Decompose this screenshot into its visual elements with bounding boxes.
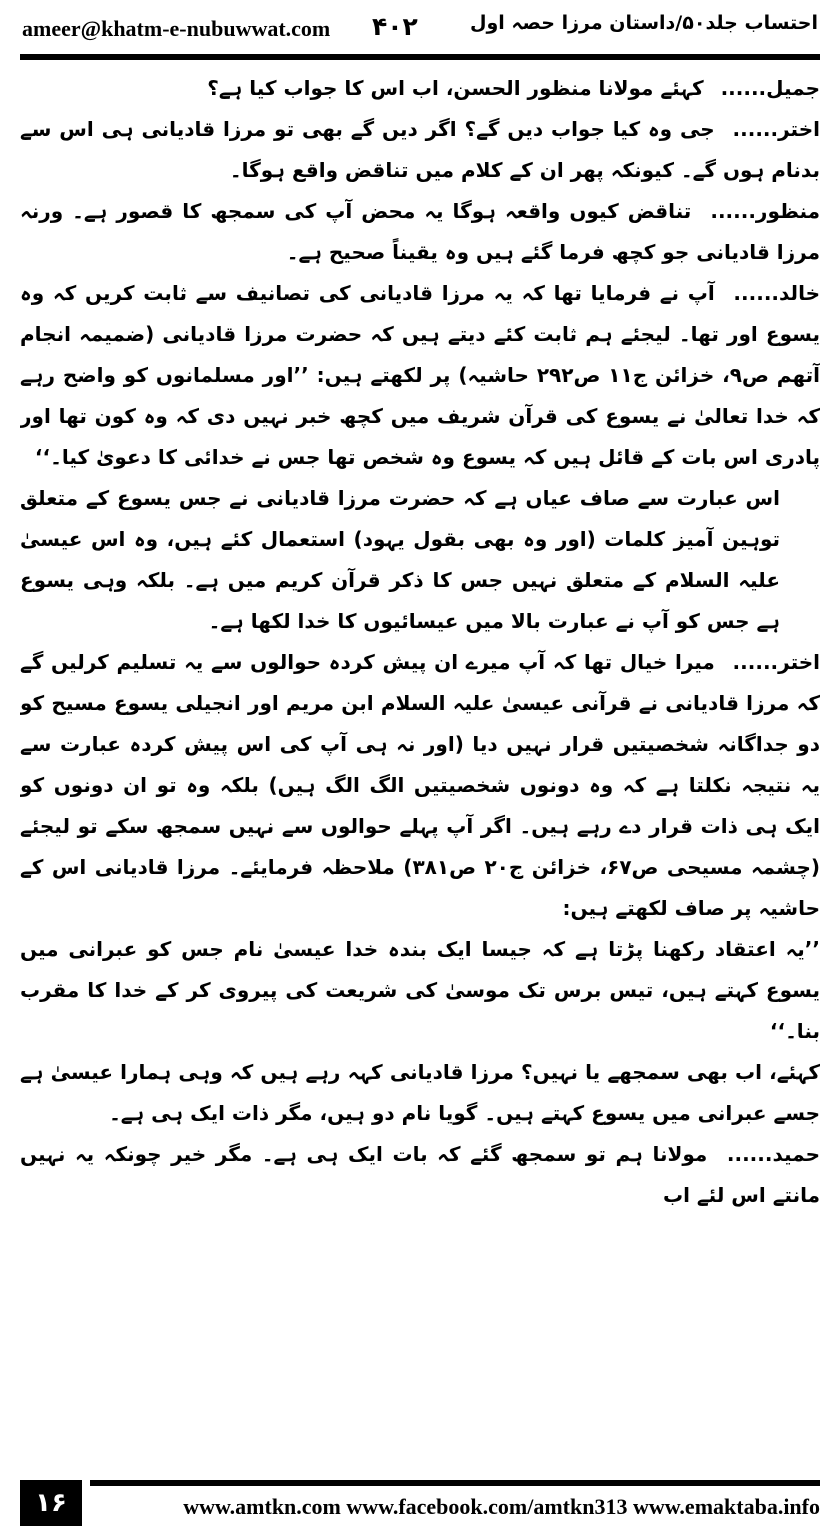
paragraph-text: آپ نے فرمایا تھا کہ یہ مرزا قادیانی کی تصانیف سے ثابت کریں کہ وہ یسوع اور تھا۔ لیجئے ہم ثابت کئے دیتے ہیں کہ حضرت مرزا قادیانی (ضمیمہ انجام آتھم ص۹، خزائن ج۱۱ ص۲۹۲ حاشیہ) پر لکھتے ہیں: ’’اور مسلمانوں کو واضح رہے کہ خدا تعالیٰ نے یسوع کی قرآن شریف میں کچھ خبر نہیں دی کہ وہ کون تھا اور پادری اس بات کے قائل ہیں کہ یسوع وہ شخص تھا جس نے خدائی کا دعویٰ کیا۔‘‘ — [20, 281, 820, 469]
paragraph-text: اس عبارت سے صاف عیاں ہے کہ حضرت مرزا قادیانی نے جس یسوع کے متعلق توہین آمیز کلمات (اور وہ بھی بقول یہود) استعمال کئے ہیں، وہ اس عیسیٰ علیہ السلام کے متعلق نہیں جس کا ذکر قرآن کریم میں ہے۔ بلکہ وہی یسوع ہے جس کو آپ نے عبارت بالا میں عیسائیوں کا خدا لکھا ہے۔ — [20, 486, 780, 633]
paragraph-1 — [20, 68, 820, 109]
paragraph-text: ’’یہ اعتقاد رکھنا پڑتا ہے کہ جیسا ایک بندہ خدا عیسیٰ نام جس کو عبرانی میں یسوع کہتے ہیں، تیس برس تک موسیٰ کی شریعت کی پیروی کر کے خدا کا مقرب بنا۔‘‘ — [20, 937, 820, 1043]
page-body — [20, 68, 820, 1448]
footer-rule — [90, 1480, 820, 1486]
speaker-label: حمید...... — [726, 1142, 820, 1166]
page-footer — [20, 1478, 820, 1534]
paragraph-8 — [20, 1052, 820, 1134]
footer-urls: www.amtkn.com www.facebook.com/amtkn313 www.emaktaba.info — [183, 1494, 820, 1519]
paragraph-text: تناقض کیوں واقعہ ہوگا یہ محض آپ کی سمجھ کا قصور ہے۔ ورنہ مرزا قادیانی جو کچھ فرما گئے ہیں وہ یقیناً صحیح ہے۔ — [20, 199, 820, 264]
header-email: ameer@khatm-e-nubuwwat.com — [22, 16, 331, 41]
page-header — [14, 8, 826, 52]
header-book-title: احتساب جلد۵۰/داستان مرزا حصہ اول — [470, 12, 818, 34]
paragraph-4 — [20, 273, 820, 478]
paragraph-text: مولانا ہم تو سمجھ گئے کہ بات ایک ہی ہے۔ مگر خیر چونکہ یہ نہیں مانتے اس لئے اب — [20, 1142, 820, 1207]
speaker-label: خالد...... — [733, 281, 820, 305]
paragraph-6 — [20, 642, 820, 929]
paragraph-5 — [20, 478, 820, 642]
paragraph-text: جی وہ کیا جواب دیں گے؟ اگر دیں گے بھی تو مرزا قادیانی ہی اس سے بدنام ہوں گے۔ کیونکہ پھر ان کے کلام میں تناقض واقع ہوگا۔ — [20, 117, 820, 182]
speaker-label: اختر...... — [732, 117, 820, 141]
header-rule — [20, 54, 820, 60]
speaker-label: جمیل...... — [720, 76, 820, 100]
paragraph-text: کہئے مولانا منظور الحسن، اب اس کا جواب کیا ہے؟ — [207, 76, 704, 100]
paragraph-text: کہئے، اب بھی سمجھے یا نہیں؟ مرزا قادیانی کہہ رہے ہیں کہ وہی ہمارا عیسیٰ ہے جسے عبرانی میں یسوع کہتے ہیں۔ گویا نام دو ہیں، مگر ذات ایک ہی ہے۔ — [20, 1060, 820, 1125]
paragraph-7-quote — [20, 929, 820, 1052]
header-page-number: ۴۰۲ — [372, 12, 418, 41]
speaker-label: اختر...... — [732, 650, 820, 674]
paragraph-3 — [20, 191, 820, 273]
paragraph-9 — [20, 1134, 820, 1216]
paragraph-text: میرا خیال تھا کہ آپ میرے ان پیش کردہ حوالوں سے یہ تسلیم کرلیں گے کہ مرزا قادیانی نے قرآنی عیسیٰ علیہ السلام ابن مریم اور انجیلی یسوع مسیح کو دو جداگانہ شخصیتیں قرار نہیں دیا (اور نہ ہی آپ کی اس پیش کردہ عبارت سے یہ نتیجہ نکلتا ہے کہ وہ دونوں شخصیتیں الگ الگ ہیں) بلکہ وہ تو ان دونوں کو ایک ہی ذات قرار دے رہے ہیں۔ اگر آپ پہلے حوالوں سے نہیں سمجھ سکے تو لیجئے (چشمہ مسیحی ص۶۷، خزائن ج۲۰ ص۳۸۱) ملاحظہ فرمایئے۔ مرزا قادیانی اس کے حاشیہ پر صاف لکھتے ہیں: — [20, 650, 820, 920]
paragraph-2 — [20, 109, 820, 191]
footer-page-number: ۱۶ — [20, 1480, 82, 1526]
speaker-label: منظور...... — [710, 199, 820, 223]
